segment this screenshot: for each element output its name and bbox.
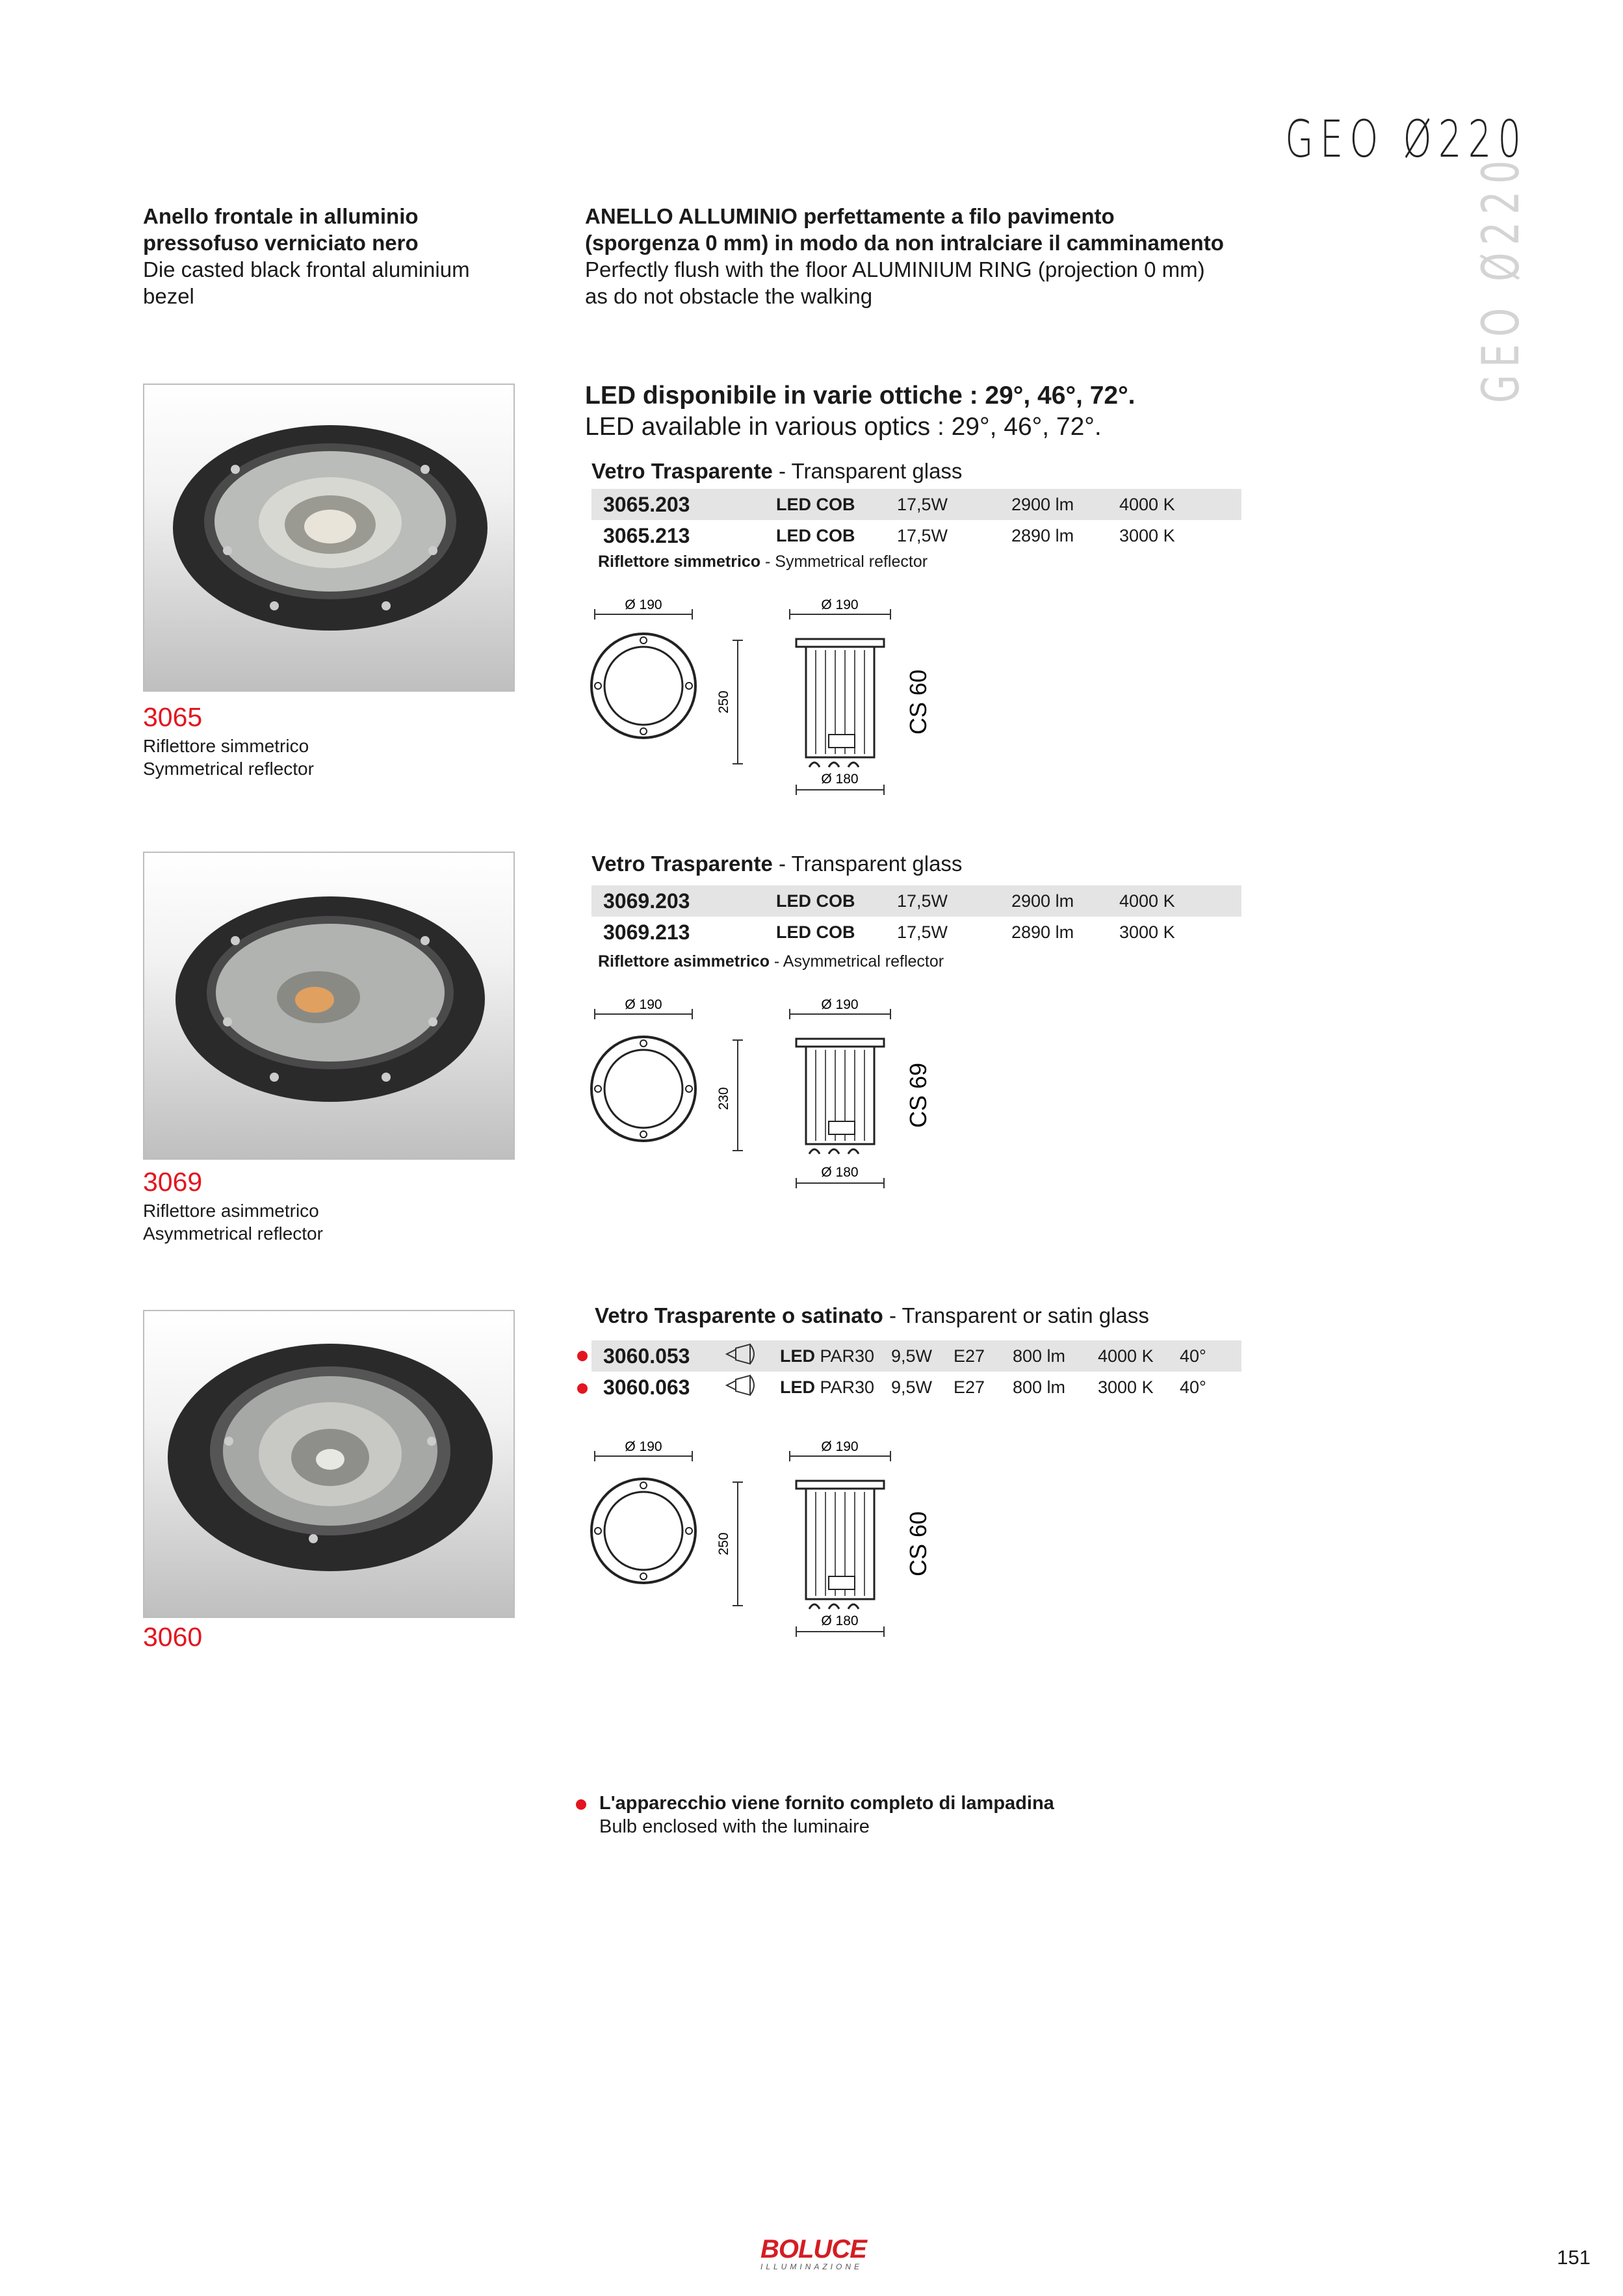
svg-text:230: 230 bbox=[716, 1087, 731, 1110]
product-desc-3069: Riflettore asimmetrico Asymmetrical reflector bbox=[143, 1201, 323, 1244]
dimension-drawing-3069 bbox=[582, 995, 946, 1209]
side-title: GEO Ø220 bbox=[1472, 153, 1531, 403]
table-row: 3065.203 LED COB 17,5W 2900 lm 4000 K bbox=[591, 489, 1241, 520]
product-code-3069: 3069 bbox=[143, 1167, 203, 1197]
svg-text:250: 250 bbox=[716, 1532, 731, 1556]
svg-text:CS 69: CS 69 bbox=[905, 1062, 931, 1128]
svg-text:Ø 190: Ø 190 bbox=[821, 997, 859, 1012]
reflector-note-3065: Riflettore simmetrico - Symmetrical reflector bbox=[598, 553, 928, 571]
svg-text:Ø 190: Ø 190 bbox=[625, 1439, 662, 1454]
svg-text:Ø 190: Ø 190 bbox=[625, 997, 662, 1012]
product-photo-3065 bbox=[143, 384, 515, 692]
svg-text:Ø 180: Ø 180 bbox=[821, 1165, 859, 1180]
svg-text:CS 60: CS 60 bbox=[905, 669, 931, 735]
bulb-included-dot bbox=[577, 1351, 588, 1361]
dimension-drawing-3065 bbox=[582, 595, 946, 809]
glass-label-3065: Vetro Trasparente - Transparent glass bbox=[591, 459, 963, 483]
spec-table-3069 bbox=[591, 885, 1241, 948]
svg-text:250: 250 bbox=[716, 690, 731, 714]
table-row: 3060.053 LED PAR30 9,5W E27 800 lm 4000 K 40° bbox=[591, 1340, 1241, 1372]
spec-table-3060 bbox=[591, 1340, 1241, 1403]
svg-text:CS 60: CS 60 bbox=[905, 1511, 931, 1577]
table-row: 3069.203 LED COB 17,5W 2900 lm 4000 K bbox=[591, 885, 1241, 917]
product-code-3060: 3060 bbox=[143, 1622, 203, 1652]
svg-text:Ø 190: Ø 190 bbox=[625, 597, 662, 612]
boluce-logo: BOLUCE ILLUMINAZIONE bbox=[760, 2235, 866, 2271]
page-number: 151 bbox=[1557, 2246, 1591, 2269]
product-photo-3069 bbox=[143, 852, 515, 1160]
product-photo-3060 bbox=[143, 1310, 515, 1618]
svg-text:Ø 190: Ø 190 bbox=[821, 1439, 859, 1454]
svg-text:Ø 190: Ø 190 bbox=[821, 597, 859, 612]
glass-label-3069: Vetro Trasparente - Transparent glass bbox=[591, 852, 963, 876]
bulb-included-dot bbox=[577, 1383, 588, 1394]
lamp-icon bbox=[719, 1340, 775, 1372]
bulb-included-dot bbox=[576, 1799, 586, 1810]
table-row: 3060.063 LED PAR30 9,5W E27 800 lm 3000 K 40° bbox=[591, 1372, 1241, 1403]
spec-table-3065 bbox=[591, 489, 1241, 551]
svg-text:Ø 180: Ø 180 bbox=[821, 1613, 859, 1628]
dimension-drawing-3060 bbox=[582, 1437, 946, 1651]
footer-note: L'apparecchio viene fornito completo di lampadina Bulb enclosed with the luminaire bbox=[599, 1793, 1054, 1837]
reflector-note-3069: Riflettore asimmetrico - Asymmetrical reflector bbox=[598, 952, 944, 971]
page-title: GEO Ø220 bbox=[1284, 111, 1527, 169]
table-row: 3065.213 LED COB 17,5W 2890 lm 3000 K bbox=[603, 523, 1175, 547]
intro-left: Anello frontale in alluminio pressofuso verniciato nero Die casted black frontal aluminium bezel bbox=[143, 204, 470, 308]
product-code-3065: 3065 bbox=[143, 702, 203, 732]
table-row: 3069.213 LED COB 17,5W 2890 lm 3000 K bbox=[603, 920, 1175, 944]
glass-label-3060: Vetro Trasparente o satinato - Transparent or satin glass bbox=[595, 1303, 1149, 1327]
product-desc-3065: Riflettore simmetrico Symmetrical reflector bbox=[143, 736, 314, 779]
intro-right: ANELLO ALLUMINIO perfettamente a filo pavimento (sporgenza 0 mm) in modo da non intralciare il camminamento Perfectly flush with the floor ALUMINIUM RING (projection 0 mm) as do not obstacle the walking bbox=[585, 204, 1224, 308]
led-optics: LED disponibile in varie ottiche : 29°, 46°, 72°. LED available in various optics : 29°, 46°, 72°. bbox=[585, 382, 1136, 441]
lamp-icon bbox=[719, 1372, 775, 1403]
svg-text:Ø 180: Ø 180 bbox=[821, 772, 859, 787]
